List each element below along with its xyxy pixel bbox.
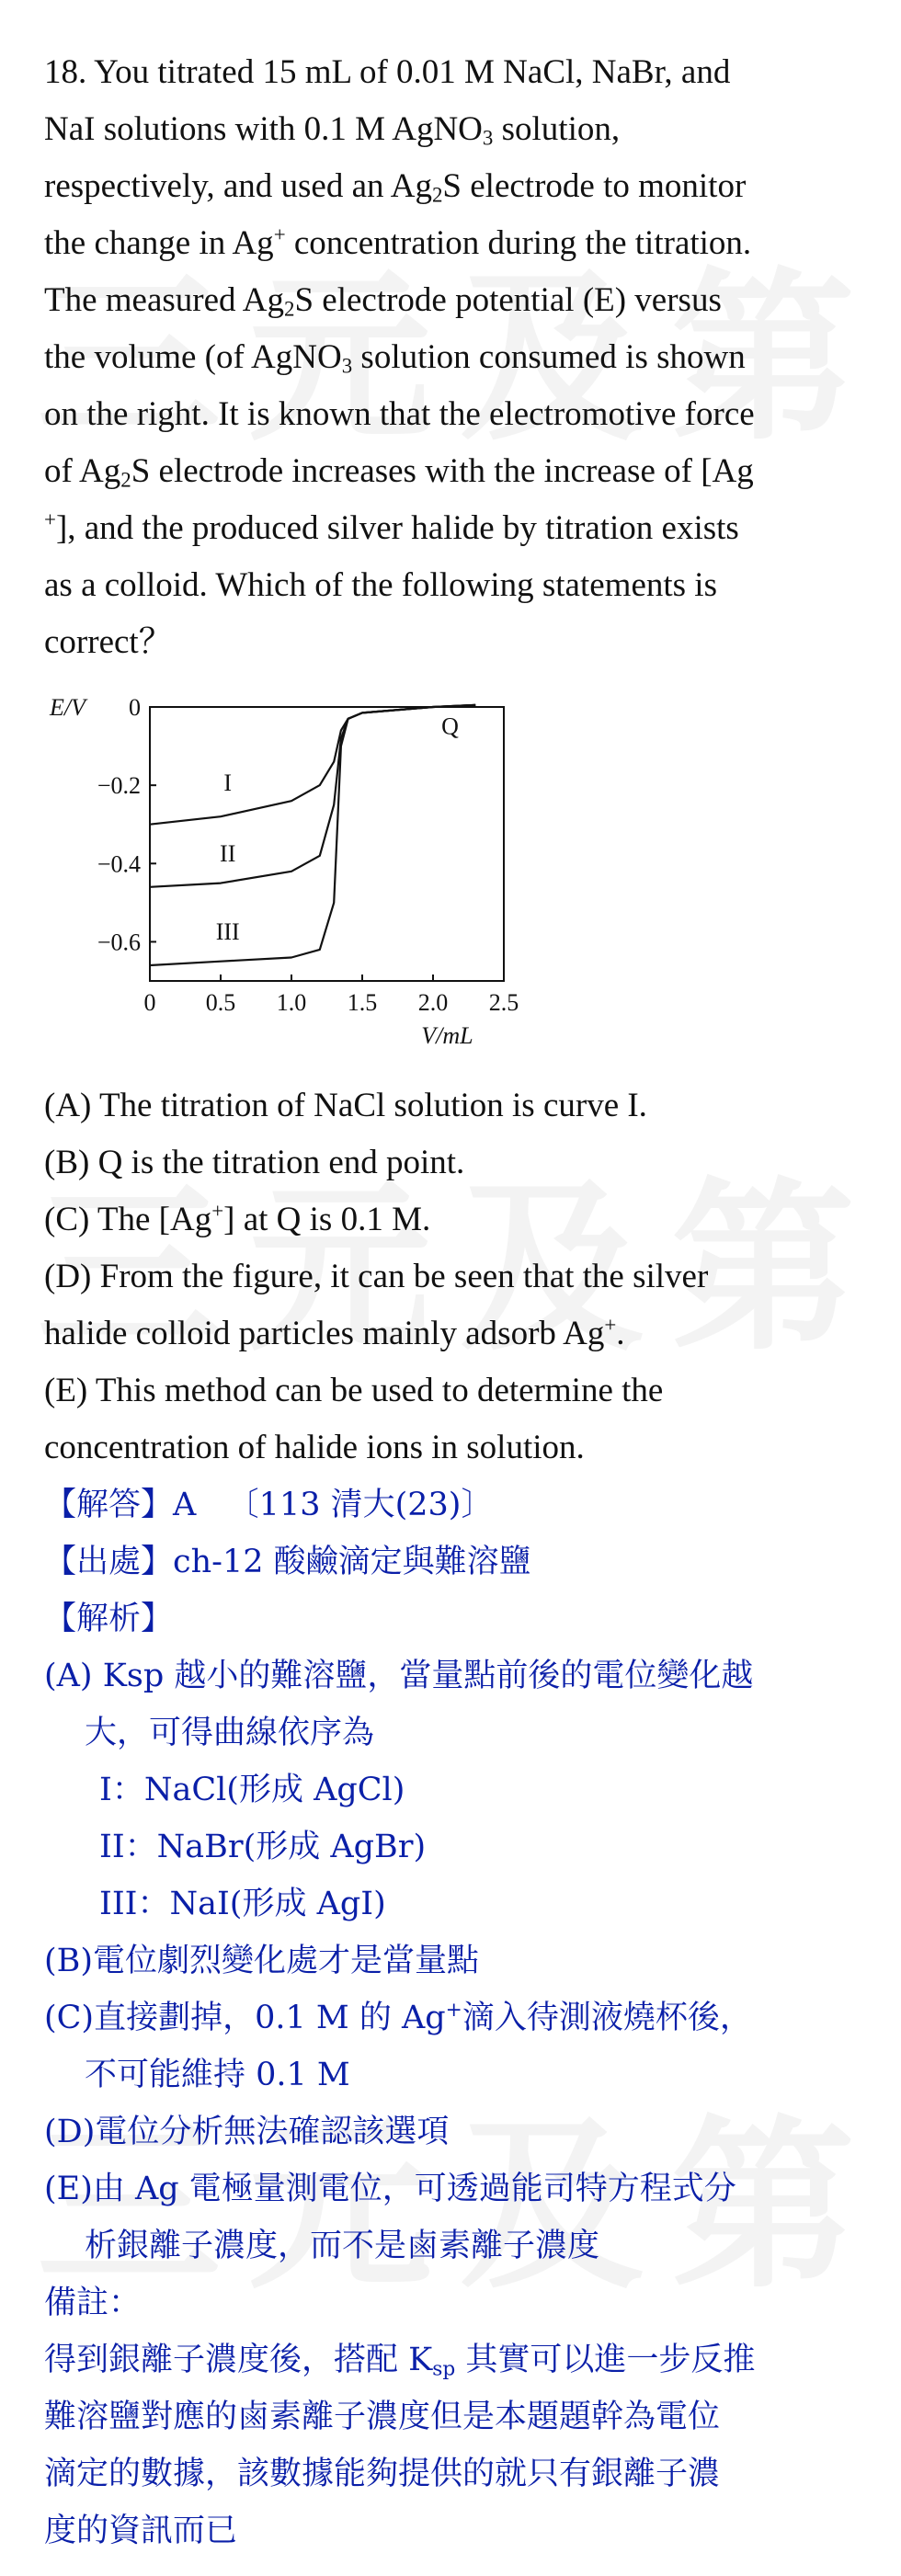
y-tick-label: −0.4 — [97, 850, 141, 878]
option-b: (B) Q is the titration end point. — [44, 1144, 465, 1181]
option-e-cont: concentration of halide ions in solution. — [44, 1429, 585, 1466]
question-text: 18. You titrated 15 mL of 0.01 M NaCl, NaBr, and NaI solutions with 0.1 M AgNO$_3$ solution, respectively, and used an $Ag_2S$ electrode to monitor the change in Ag+ concentration during the titration. The measured $Ag_2S$ electrode potential (E) versus the volume (of AgNO$_3$ solution consumed is shown on the right. It is known that the electromotive force of $Ag_2S$ electrode increases with the increase of [Ag +], and the produced silver halide by titration exists as a colloid. Which of the following statements is correct？ — [44, 53, 755, 661]
note-label: 備註： — [44, 2285, 142, 2321]
x-tick-label: 0 — [143, 989, 156, 1016]
x-tick-label: 1.0 — [276, 989, 307, 1016]
question-number: 18. — [44, 53, 87, 91]
analysis-d: (D)電位分析無法確認該選項 — [44, 2114, 450, 2150]
point-label-q: Q — [441, 712, 459, 740]
series-label: II — [220, 839, 236, 867]
x-tick-label: 2.5 — [488, 989, 519, 1016]
x-tick-label: 1.5 — [347, 989, 378, 1016]
option-d-cont: halide colloid particles mainly adsorb Ag+. — [44, 1313, 625, 1352]
option-e: (E) This method can be used to determine the — [44, 1372, 664, 1409]
analysis-c: (C)直接劃掉，0.1 M 的 Ag+滴入待測液燒杯後， — [44, 1998, 752, 2036]
series-line-I — [150, 705, 475, 825]
analysis-a: (A) Ksp 越小的難溶鹽，當量點前後的電位變化越 — [44, 1658, 754, 1694]
series-label: III — [215, 918, 240, 945]
y-tick-label: −0.2 — [97, 772, 141, 800]
series-line-II — [150, 705, 475, 887]
answer-options — [44, 1077, 872, 1476]
note-text: 得到銀離子濃度後，搭配 $K_{sp}$ 其實可以進一步反推 — [44, 2342, 756, 2381]
option-a: (A) The titration of NaCl solution is curve I. — [44, 1087, 647, 1124]
analysis-e: (E)由 Ag 電極量測電位，可透過能司特方程式分 — [44, 2171, 736, 2207]
plot-frame — [150, 707, 504, 981]
analysis-label: 【解析】 — [44, 1601, 174, 1637]
document-body — [44, 44, 872, 2559]
series-line-III — [150, 705, 475, 965]
analysis-b: (B)電位劇烈變化處才是當量點 — [44, 1943, 480, 1979]
x-axis-label: V/mL — [421, 1022, 473, 1049]
titration-chart-svg — [44, 684, 522, 1070]
y-tick-label: 0 — [129, 694, 141, 721]
option-c: (C) The [Ag+] at Q is 0.1 M. — [44, 1199, 431, 1238]
option-d: (D) From the figure, it can be seen that the silver — [44, 1258, 709, 1295]
y-tick-label: −0.6 — [97, 929, 141, 956]
answer-line: 【解答】A 〔113 清大(23)〕 — [44, 1487, 494, 1523]
series-label: I — [223, 769, 233, 797]
y-axis-label: E/V — [50, 694, 86, 721]
source-line: 【出處】ch-12 酸鹼滴定與難溶鹽 — [44, 1544, 531, 1580]
x-tick-label: 2.0 — [417, 989, 449, 1016]
x-tick-label: 0.5 — [205, 989, 236, 1016]
titration-chart — [44, 684, 522, 1070]
solution-section: 【解答】A 〔113 清大(23)〕 【出處】ch-12 酸鹼滴定與難溶鹽 【解析】 (A) Ksp 越小的難溶鹽，當量點前後的電位變化越 大，可得曲線依序為 I：NaCl(形成 AgCl) II：NaBr(形成 AgBr) III：NaI(形成 AgI) (B)電位劇烈變化處才是當量點 (C)直接劃掉，0.1 M 的 Ag+滴入待測液燒杯後， 不可能維持 0.1 M (D)電位分析無法確認該選項 (E)由 Ag 電極量測電位，可透過能司特方程式分 析銀離子濃度，而不是鹵素離子濃度 備註： 得到銀離子濃度後，搭配 $K_{sp}$ 其實可以進一步反推 難溶鹽對應的鹵素離子濃度但是本題題幹為電位 滴定的數據，該數據能夠提供的就只有銀離子濃 度的資訊而已 — [44, 1476, 872, 2559]
